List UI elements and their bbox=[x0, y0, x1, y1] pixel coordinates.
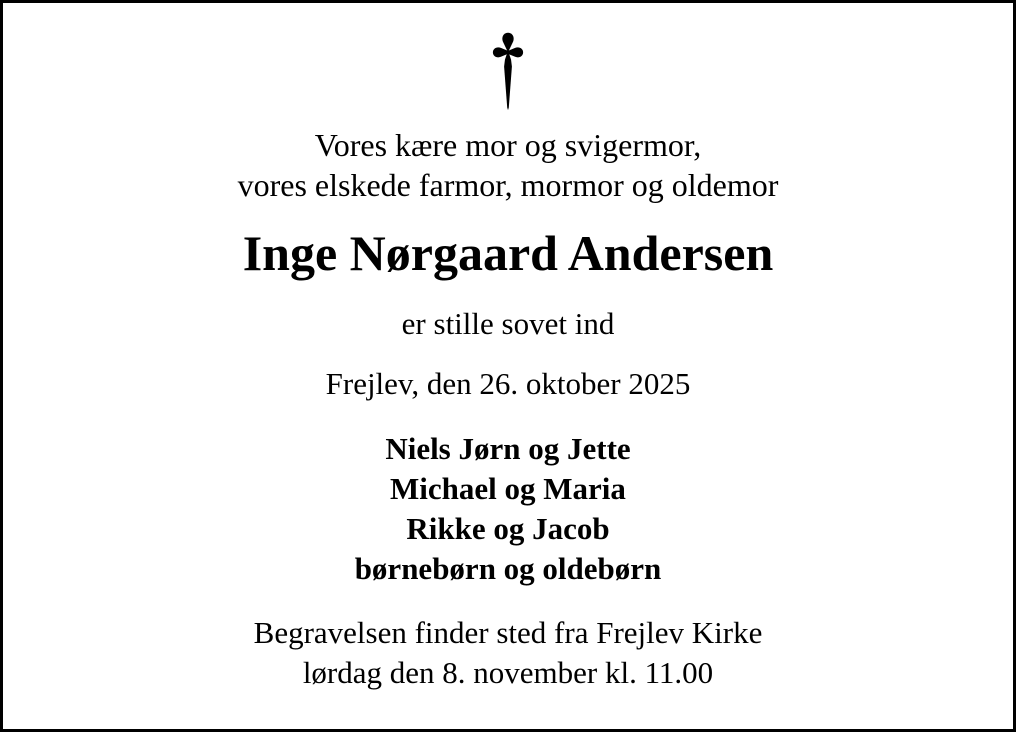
sleep-line: er stille sovet ind bbox=[401, 306, 615, 341]
deceased-name: Inge Nørgaard Andersen bbox=[242, 225, 774, 281]
funeral-line-1: Begravelsen finder sted fra Frejlev Kirke bbox=[253, 615, 763, 650]
family-line-2: Michael og Maria bbox=[390, 471, 626, 506]
funeral-line-2: lørdag den 8. november kl. 11.00 bbox=[302, 655, 714, 690]
place-date-line: Frejlev, den 26. oktober 2025 bbox=[325, 366, 691, 401]
family-line-3: Rikke og Jacob bbox=[406, 511, 610, 546]
family-block bbox=[3, 429, 1013, 589]
intro-line-2: vores elskede farmor, mormor og oldemor bbox=[237, 167, 779, 203]
family-line-1: Niels Jørn og Jette bbox=[385, 431, 631, 466]
intro-line-1: Vores kære mor og svigermor, bbox=[314, 127, 702, 163]
funeral-block bbox=[3, 613, 1013, 693]
family-line-4: børnebørn og oldebørn bbox=[354, 551, 662, 586]
intro-block bbox=[3, 125, 1013, 205]
memorial-cross-icon bbox=[3, 31, 1013, 111]
